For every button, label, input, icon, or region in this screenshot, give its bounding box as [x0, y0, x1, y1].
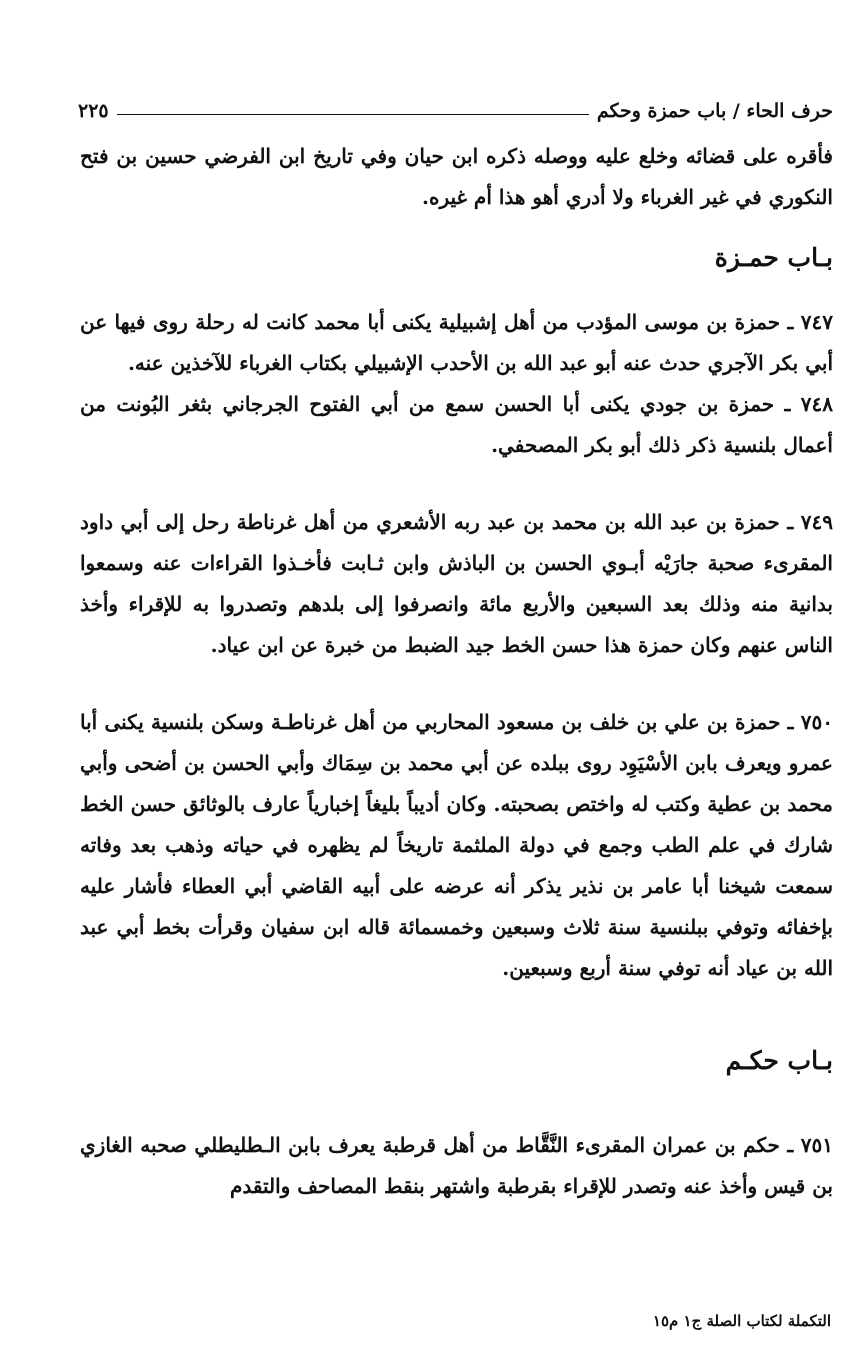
- page-number: ٢٢٥: [78, 100, 109, 122]
- section-heading-hamza: بـاب حمـزة: [714, 243, 833, 272]
- running-header: [78, 88, 833, 122]
- intro-paragraph: فأقره على قضائه وخلع عليه ووصله ذكره ابن حيان وفي تاريخ ابن الفرضي حسين بن فتح النكوري في غير الغرباء ولا أدري أهو هذا أم غيره.: [80, 144, 833, 209]
- footer-signature: التكملة لكتاب الصلة ج١ م١٥: [652, 1312, 831, 1330]
- page-body: [80, 136, 833, 1207]
- entry-749: ٧٤٩ ـ حمزة بن عبد الله بن محمد بن عبد ربه الأشعري من أهل غرناطة رحل إلى أبي داود المقرىء صحبة جارَيْه أبـوي الحسن بن الباذش وابن ثـابت فأخـذوا القراءات عنه وسمعوا بدانية منه وذلك بعد السبعين والأربع مائة وانصرفوا إلى بلدهم وتصدروا به للإقراء وأخذ الناس عنهم وكان حمزة هذا حسن الخط جيد الضبط من خبرة عن ابن عياد.: [80, 510, 833, 657]
- entry-750: ٧٥٠ ـ حمزة بن علي بن خلف بن مسعود المحاربي من أهل غرناطـة وسكن بلنسية يكنى أبا عمرو ويعرف بابن الأسْيَوِد روى ببلده عن أبي محمد بن سِمَاك وأبي الحسن بن أضحى وأبي محمد بن عطية وكتب له واختص بصحبته. وكان أديباً بليغاً إخبارياً عارف بالوثائق حسن الخط شارك في علم الطب وجمع في دولة الملثمة تاريخاً لم يظهره في حياته وذهب بعد وفاته سمعت شيخنا أبا عامر بن نذير يذكر أنه عرضه على أبيه القاضي أبي العطاء فأشار عليه بإخفائه وتوفي ببلنسية سنة ثلاث وسبعين وخمسمائة قاله ابن سفيان وقرأت بخط أبي عبد الله بن عياد أنه توفي سنة أربع وسبعين.: [80, 710, 833, 980]
- running-title: حرف الحاء / باب حمزة وحكم: [596, 100, 833, 122]
- header-rule: [117, 114, 589, 115]
- entry-748: ٧٤٨ ـ حمزة بن جودي يكنى أبا الحسن سمع من أبي الفتوح الجرجاني بثغر البُونت من أعمال بلنسية ذكر ذلك أبو بكر المصحفي.: [80, 392, 833, 457]
- entry-747: ٧٤٧ ـ حمزة بن موسى المؤدب من أهل إشبيلية يكنى أبا محمد كانت له رحلة روى فيها عن أبي بكر الآجري حدث عنه أبو عبد الله بن الأحدب الإشبيلي بكتاب الغرباء للآخذين عنه.: [80, 310, 833, 375]
- section-heading-hakam: بـاب حكـم: [725, 1046, 833, 1075]
- entry-751: ٧٥١ ـ حكم بن عمران المقرىء النَّقَّاط من أهل قرطبة يعرف بابن الـطليطلي صحبه الغازي بن قيس وأخذ عنه وتصدر للإقراء بقرطبة واشتهر بنقط المصاحف والتقدم: [80, 1133, 833, 1198]
